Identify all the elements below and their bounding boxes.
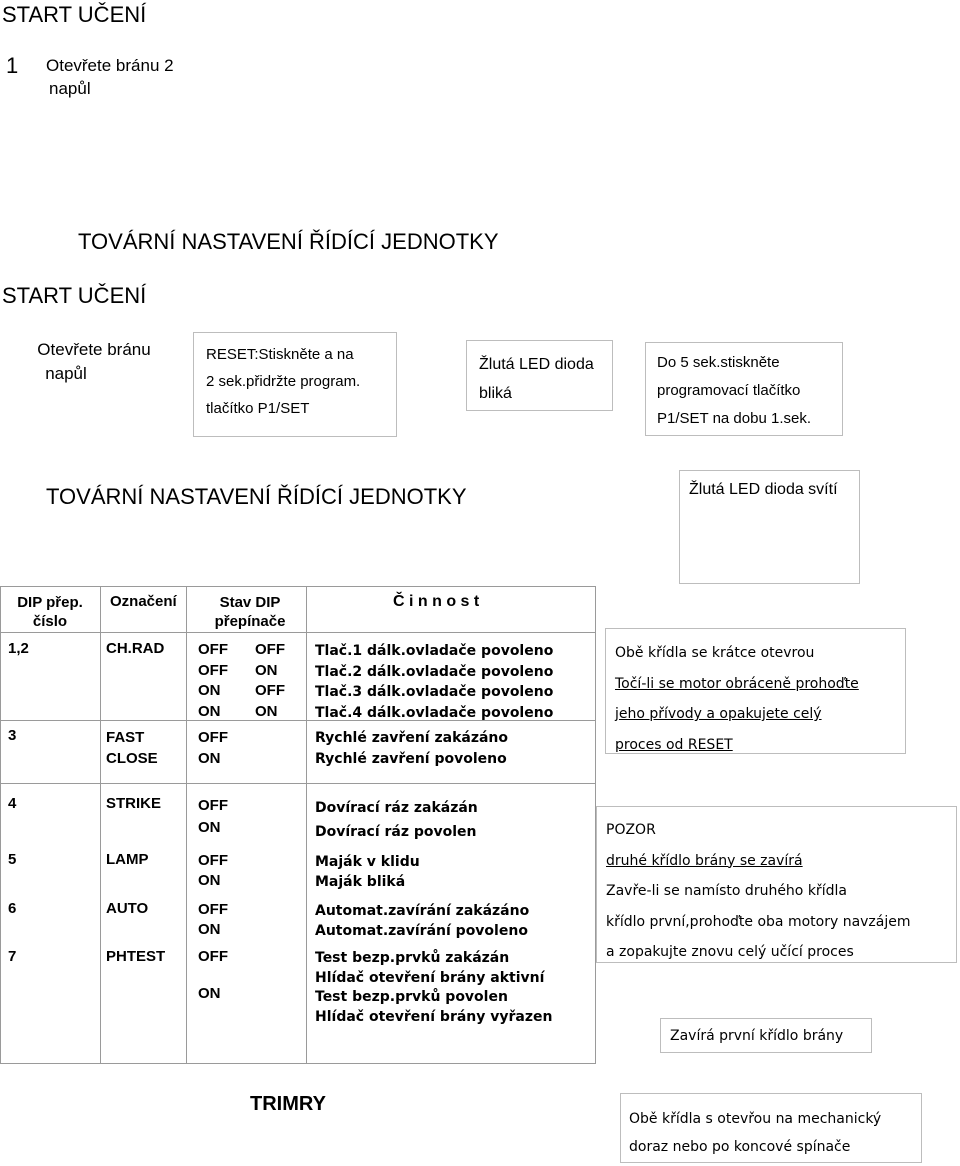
open-gate-line1: Otevřete bránu [37,340,151,359]
activity-line: Tlač.4 dálk.ovladače povoleno [315,704,554,721]
name-line: FAST [106,729,145,746]
both-wings-line3: jeho přívody a opakujete celý [615,706,822,722]
activity-line: Dovírací ráz povolen [315,824,477,840]
activity-line: Automat.zavírání povoleno [315,923,528,939]
activity-line: Tlač.2 dálk.ovladače povoleno [315,663,554,680]
both-open-line1: Obě křídla s otevřou na mechanický [629,1111,882,1127]
row-state-b [255,640,285,722]
state-value: ON [198,985,221,1002]
both-wings-line1: Obě křídla se krátce otevrou [615,645,815,661]
activity-line: Rychlé zavření povoleno [315,751,507,767]
table-divider [186,586,187,1064]
state-value: ON [198,872,221,889]
activity-line: Maják bliká [315,874,406,890]
row-activity [315,641,553,723]
warning-line4: a zopakujte znovu celý učící proces [606,944,854,960]
state-value: ON [255,661,278,679]
state-value: OFF [198,661,228,679]
activity-line: Hlídač otevření brány vyřazen [315,1008,553,1025]
activity-line: Test bezp.prvků zakázán [315,950,510,966]
row-activity [315,901,529,941]
warning-line2: Zavře-li se namísto druhého křídla [606,883,847,899]
activity-line: Automat.zavírání zakázáno [315,903,530,919]
led-blink-box [466,340,613,411]
row-name [106,727,158,769]
reset-line1: RESET:Stiskněte a na [206,346,354,363]
led-blink-line1: Žlutá LED dioda [479,356,594,373]
row-num: 5 [8,851,17,868]
state-value: OFF [198,729,228,746]
name-line: CLOSE [106,750,158,767]
row-state-a [198,727,228,769]
flow-title: START UČENÍ [2,283,147,308]
row-state-a [198,795,228,839]
row-name: CH.RAD [106,640,165,657]
factory-title: TOVÁRNÍ NASTAVENÍ ŘÍDÍCÍ JEDNOTKY [46,484,467,509]
activity-line: Tlač.3 dálk.ovladače povoleno [315,684,554,700]
state-value: ON [198,921,221,938]
header-activity: Č i n n o s t [393,593,480,610]
header-state-line2: přepínače [214,613,286,630]
state-value: OFF [198,797,228,814]
header-dip-number [4,593,96,631]
state-value: ON [198,750,221,767]
warning-line1: druhé křídlo brány se zavírá [606,852,803,869]
open-gate-label [18,338,170,386]
page-title: START UČENÍ [2,2,147,27]
activity-line: Dovírací ráz zakázán [315,800,478,816]
both-wings-line2: Točí-li se motor obráceně prohoďte [615,675,859,692]
prog-line2: programovací tlačítko [657,382,801,399]
row-name: STRIKE [106,795,162,812]
activity-line: Hlídač otevření brány aktivní [315,969,545,986]
row-num: 4 [8,795,17,812]
row-num: 3 [8,727,17,744]
state-value: OFF [255,682,285,699]
warning-line3: křídlo první,prohoďte oba motory navzájem [606,913,911,930]
program-button-box [645,342,843,436]
state-value: ON [198,682,221,699]
row-name: LAMP [106,851,149,868]
row-state-a [198,640,228,722]
led-on-box [679,470,860,584]
row-num: 7 [8,948,17,965]
header-state-line1: Stav DIP [219,594,281,611]
first-wing-box [660,1018,872,1053]
step-text-line1: Otevřete bránu 2 [46,56,174,75]
warning-title: POZOR [606,822,656,838]
state-value: ON [198,819,221,836]
state-value: OFF [198,901,228,918]
activity-line: Tlač.1 dálk.ovladače povoleno [315,643,554,659]
reset-line3: tlačítko P1/SET [206,400,310,417]
row-activity [315,949,552,1027]
trimry-label: TRIMRY [250,1093,326,1115]
open-gate-line2: napůl [45,364,87,383]
activity-line: Rychlé zavření zakázáno [315,730,509,746]
table-divider [0,632,596,633]
table-divider [0,783,596,784]
row-name: PHTEST [106,948,166,965]
state-value: OFF [198,948,228,965]
both-wings-box [605,628,906,754]
header-dip-line2: číslo [32,613,68,630]
both-open-box [620,1093,922,1163]
row-state-a [198,948,228,1002]
row-activity [315,728,508,770]
row-activity [315,852,420,892]
row-num: 1,2 [8,640,29,657]
state-value: OFF [198,641,228,658]
table-divider [100,586,101,1064]
first-wing-text: Zavírá první křídlo brány [670,1028,844,1044]
table-divider [306,586,307,1064]
reset-line2: 2 sek.přidržte program. [206,373,361,390]
subtitle: TOVÁRNÍ NASTAVENÍ ŘÍDÍCÍ JEDNOTKY [78,229,499,254]
prog-line3: P1/SET na dobu 1.sek. [657,410,811,427]
row-state-a [198,900,228,940]
both-wings-line4: proces od RESET [615,736,733,753]
activity-line: Maják v klidu [315,854,420,870]
state-value: ON [255,702,278,720]
row-state-a [198,851,228,891]
led-on-text: Žlutá LED dioda svítí [689,481,838,498]
led-blink-line2: bliká [479,385,512,402]
state-value: ON [198,702,221,720]
both-open-line2: doraz nebo po koncové spínače [629,1139,851,1155]
prog-line1: Do 5 sek.stiskněte [657,354,780,371]
reset-box [193,332,397,437]
step-text-line2: napůl [49,79,91,98]
header-state [190,593,310,631]
state-value: OFF [198,852,228,869]
warning-box [596,806,957,963]
row-num: 6 [8,900,17,917]
header-dip-line1: DIP přep. [17,594,83,611]
activity-line: Test bezp.prvků povolen [315,989,508,1005]
row-name: AUTO [106,900,149,917]
row-activity [315,796,478,844]
step-number: 1 [6,53,19,78]
header-label: Označení [110,593,177,610]
state-value: OFF [255,641,285,658]
